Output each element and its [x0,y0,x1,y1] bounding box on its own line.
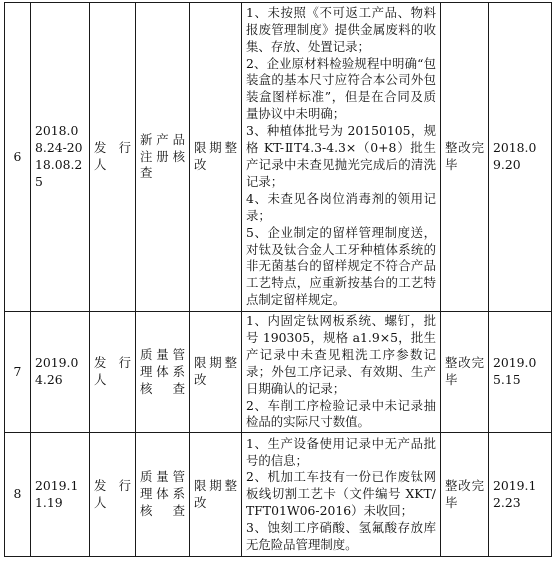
required-measure: 限期整改 [190,433,242,557]
row-number: 8 [5,433,31,557]
inspection-type: 质量管理体系核查 [136,312,190,433]
completion-date: 2019.05.15 [489,312,552,433]
inspection-type: 质量管理体系核查 [136,433,190,557]
issues-found: 1、未按照《不可返工产品、物料报废管理制度》提供金属废料的收集、存放、处置记录； 2、企业原材料检验规程中明确“包装盒的基本尺寸应符合本公司外包装盒图样标准”，但是在合同及质量协议中未明确； 3、种植体批号为 20150105，规格 KT-ⅡT4.3-4.3×（0+8）批生产记录中未查见抛光完成后的清洗记录； 4、未查见各岗位消毒剂的领用记录； 5、企业制定的留样管理制度送，对钛及钛合金人工牙种植体系统的非无菌基台的留样规定不符合产品工艺特点，应重新按基台的工艺特点制定留样规定。 [242,3,441,312]
inspection-table [4,2,552,557]
inspected-party: 发行人 [90,312,136,433]
rectification-status: 整改完毕 [441,433,489,557]
completion-date: 2018.09.20 [489,3,552,312]
required-measure: 限期整改 [190,3,242,312]
row-number: 7 [5,312,31,433]
completion-date: 2019.12.23 [489,433,552,557]
rectification-status: 整改完毕 [441,312,489,433]
row-number: 6 [5,3,31,312]
table-row [5,433,552,557]
issues-found: 1、生产设备使用记录中无产品批号的信息； 2、机加工车技有一份已作废钛网板线切割工艺卡（文件编号 XKT/TFT01W06-2016）未收回； 3、蚀刻工序硝酸、氢氟酸存放库无危险品管理制度。 [242,433,441,557]
table-row [5,3,552,312]
table-row [5,312,552,433]
inspection-date: 2019.11.19 [31,433,90,557]
inspection-type: 新产品注册核查 [136,3,190,312]
required-measure: 限期整改 [190,312,242,433]
inspection-date: 2019.04.26 [31,312,90,433]
issues-found: 1、内固定钛网板系统、螺钉，批号 190305，规格 a1.9×5，批生产记录中未查见粗洗工序参数记录；外包工序记录、有效期、生产日期确认的记录； 2、车削工序检验记录中未记录抽检品的实际尺寸数值。 [242,312,441,433]
inspected-party: 发行人 [90,3,136,312]
rectification-status: 整改完毕 [441,3,489,312]
inspected-party: 发行人 [90,433,136,557]
inspection-date: 2018.08.24-2018.08.25 [31,3,90,312]
